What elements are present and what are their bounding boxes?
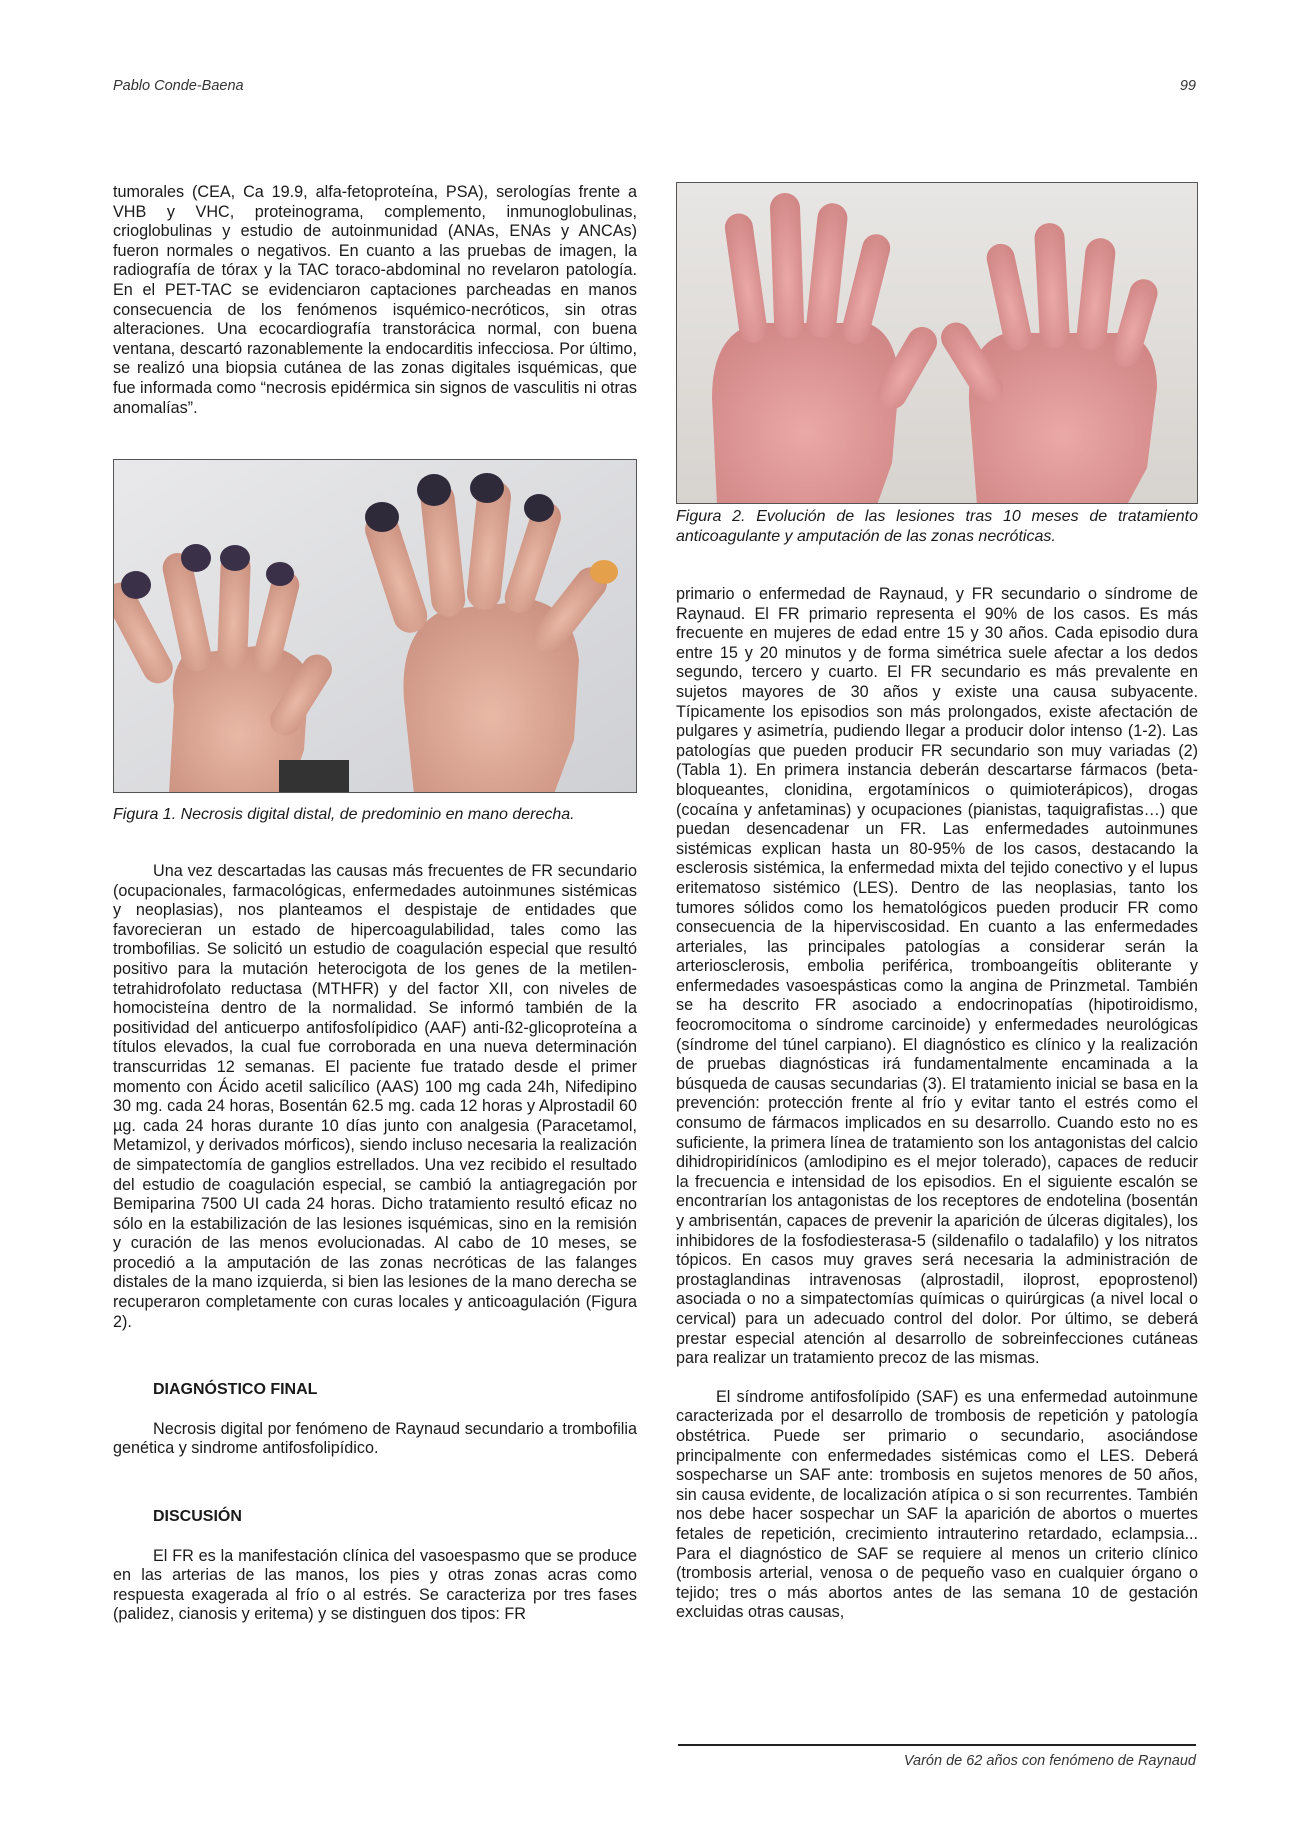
paragraph: El síndrome antifosfolípido (SAF) es una enfermedad autoinmune caracterizada por el desarrollo de trombosis de repetición y patología obstétrica. Puede ser primario o secundario, asociándose principalmente con enfermedades sistémicas como el LES. Deberá sospecharse un SAF ante: trombosis en sujetos menores de 50 años, sin causa evidente, de localización atípica o si son recurrentes. También nos debe hacer sospechar un SAF la aparición de abortos o muertes fetales de repetición, crecimiento intrauterino retardado, eclampsia... Para el diagnóstico de SAF se requiere al menos un criterio clínico (trombosis arterial, venosa o de pequeño vaso en cualquier órgano o tejido; tres o más abortos antes de las semana 10 de gestación excluidas otras causas, [676, 1387, 1198, 1622]
left-main-text [113, 862, 637, 1625]
figure-1-illustration [114, 460, 637, 793]
paragraph: El FR es la manifestación clínica del vasoespasmo que se produce en las arterias de las manos, los pies y otras zonas acras como respuesta exagerada al frío o al estrés. Se caracteriza por tres fases (palidez, cianosis y eritema) y se distinguen dos tipos: FR [113, 1546, 637, 1624]
section-heading-discusion: DISCUSIÓN [153, 1508, 242, 1526]
paragraph: Necrosis digital por fenómeno de Raynaud secundario a trombofilia genética y sindrome antifosfolipídico. [113, 1419, 637, 1458]
figure-2-photo [676, 182, 1198, 504]
figure-1-caption: Figura 1. Necrosis digital distal, de predominio en mano derecha. [113, 806, 575, 823]
paragraph: primario o enfermedad de Raynaud, y FR secundario o síndrome de Raynaud. El FR primario representa el 90% de los casos. Es más frecuente en mujeres de edad entre 15 y 30 años. Cada episodio dura entre 15 y 20 minutos y de forma simétrica suele afectar a los dedos segundo, tercero y cuarto. El FR secundario es más prevalente en sujetos mayores de 30 años y existe una causa subyacente. Típicamente los episodios son más prolongados, existe afectación de pulgares y asimetría, pudiendo llegar a producir dolor intenso (1-2). Las patologías que pueden producir FR secundario son muy variadas (2) (Tabla 1). En primera instancia deberán descartarse fármacos (beta-bloqueantes, clonidina, ergotamínicos o quimioterápicos), drogas (cocaína y anfetaminas) y ocupaciones (pianistas, taquigrafistas…) que puedan desencadenar un FR. Las enfermedades autoinmunes sistémicas explican hasta un 80-95% de los casos, destacando la esclerosis sistémica, la enfermedad mixta del tejido conectivo y el lupus eritematoso sistémico (LES). Dentro de las neoplasias, tanto los tumores sólidos como los hematológicos pueden producir FR como consecuencia de la hiperviscosidad. En cuanto a las enfermedades arteriales, las principales patologías a considerar serán la arteriosclerosis, embolia periférica, tromboangeítis obliterante y enfermedades vasoespásticas como la angina de Prinzmetal. También se ha descrito FR asociado a endocrinopatías (hipotiroidismo, feocromocitoma o síndrome carcinoide) y enfermedades neurológicas (síndrome del túnel carpiano). El diagnóstico es clínico y la realización de pruebas diagnósticas irá fundamentalmente encaminada a la búsqueda de causas secundarias (3). El tratamiento inicial se basa en la prevención: protección frente al frío y evitar tanto el estrés como el consumo de fármacos implicados en su desarrollo. Cuando esto no es suficiente, la primera línea de tratamiento son los antagonistas del calcio dihidropiridínicos (amlodipino es el mejor tolerado), capaces de reducir la frecuencia e intensidad de los episodios. En el siguiente escalón se encontrarían los antagonistas de los receptores de endotelina (bosentán y ambrisentán, capaces de prevenir la aparición de úlceras digitales), los inhibidores de la fosfodiesterasa-5 (sildenafilo o tadalafilo) y los nitratos tópicos. En casos muy graves será necesaria la administración de prostaglandinas intravenosas (alprostadil, iloprost, epoprostenol) asociada o no a simpatectomías químicas o quirúrgicas (a nivel local o cervical) para un adecuado control del dolor. Por último, se deberá prestar especial atención al desarrollo de sobreinfecciones cutáneas para realizar un tratamiento precoz de las mismas. [676, 585, 1198, 1368]
paragraph: tumorales (CEA, Ca 19.9, alfa-fetoproteína, PSA), serologías frente a VHB y VHC, proteinograma, complemento, inmunoglobulinas, crioglobulinas y estudio de autoinmunidad (ANAs, ENAs y ANCAs) fueron normales o negativos. En cuanto a las pruebas de imagen, la radiografía de tórax y la TAC toraco-abdominal no revelaron patología. En el PET-TAC se evidenciaron captaciones parcheadas en manos consecuencia de los fenómenos isquémico-necróticos, sin otras alteraciones. Una ecocardiografía transtorácica normal, con buena ventana, descartó razonablemente la endocarditis infecciosa. Por último, se realizó una biopsia cutánea de las zonas digitales isquémicas, que fue informada como “necrosis epidérmica sin signos de vasculitis ni otras anomalías”. [113, 183, 637, 417]
figure-2-caption: Figura 2. Evolución de las lesiones tras 10 meses de tratamiento anticoagulante y amputación de las zonas necróticas. [676, 508, 1198, 545]
page-number: 99 [1179, 78, 1196, 94]
left-top-text [113, 183, 637, 418]
figure-1-photo [113, 459, 637, 793]
section-heading-diagnostico: DIAGNÓSTICO FINAL [153, 1381, 318, 1399]
running-footer-title: Varón de 62 años con fenómeno de Raynaud [903, 1753, 1196, 1769]
footer-rule [678, 1744, 1196, 1746]
running-header-author: Pablo Conde-Baena [113, 78, 244, 94]
paragraph: Una vez descartadas las causas más frecuentes de FR secundario (ocupacionales, farmacológicas, enfermedades autoinmunes sistémicas y neoplasias), nos planteamos el despistaje de entidades que favorecieran un estado de hipercoagulabilidad, tales como las trombofilias. Se solicitó un estudio de coagulación especial que resultó positivo para la mutación heterocigota de los genes de la metilen-tetrahidrofolato reductasa (MTHFR) y del factor XII, con niveles de homocisteína dentro de la normalidad. Se informó también de la positividad del anticuerpo antifosfolípidico (AAF) anti-ß2-glicoproteína a títulos elevados, la cual fue corroborada en una nueva determinación transcurridas 12 semanas. El paciente fue tratado desde el primer momento con Ácido acetil salicílico (AAS) 100 mg cada 24h, Nifedipino 30 mg. cada 24 horas, Bosentán 62.5 mg. cada 12 horas y Alprostadil 60 µg. cada 24 horas durante 10 días junto con analgesia (Paracetamol, Metamizol, y derivados mórficos), siendo incluso necesaria la realización de simpatectomía de ganglios estrellados. Una vez recibido el resultado del estudio de coagulación especial, se cambió la antiagregación por Bemiparina 7500 UI cada 24 horas. Dicho tratamiento resultó eficaz no sólo en la estabilización de las lesiones isquémicas, sino en la remisión y curación de las menos evolucionadas. Al cabo de 10 meses, se procedió a la amputación de las zonas necróticas de las falanges distales de la mano izquierda, si bien las lesiones de la mano derecha se recuperaron completamente con curas locales y anticoagulación (Figura 2). [113, 862, 637, 1331]
figure-2-illustration [677, 183, 1198, 504]
right-main-text [676, 585, 1198, 1623]
